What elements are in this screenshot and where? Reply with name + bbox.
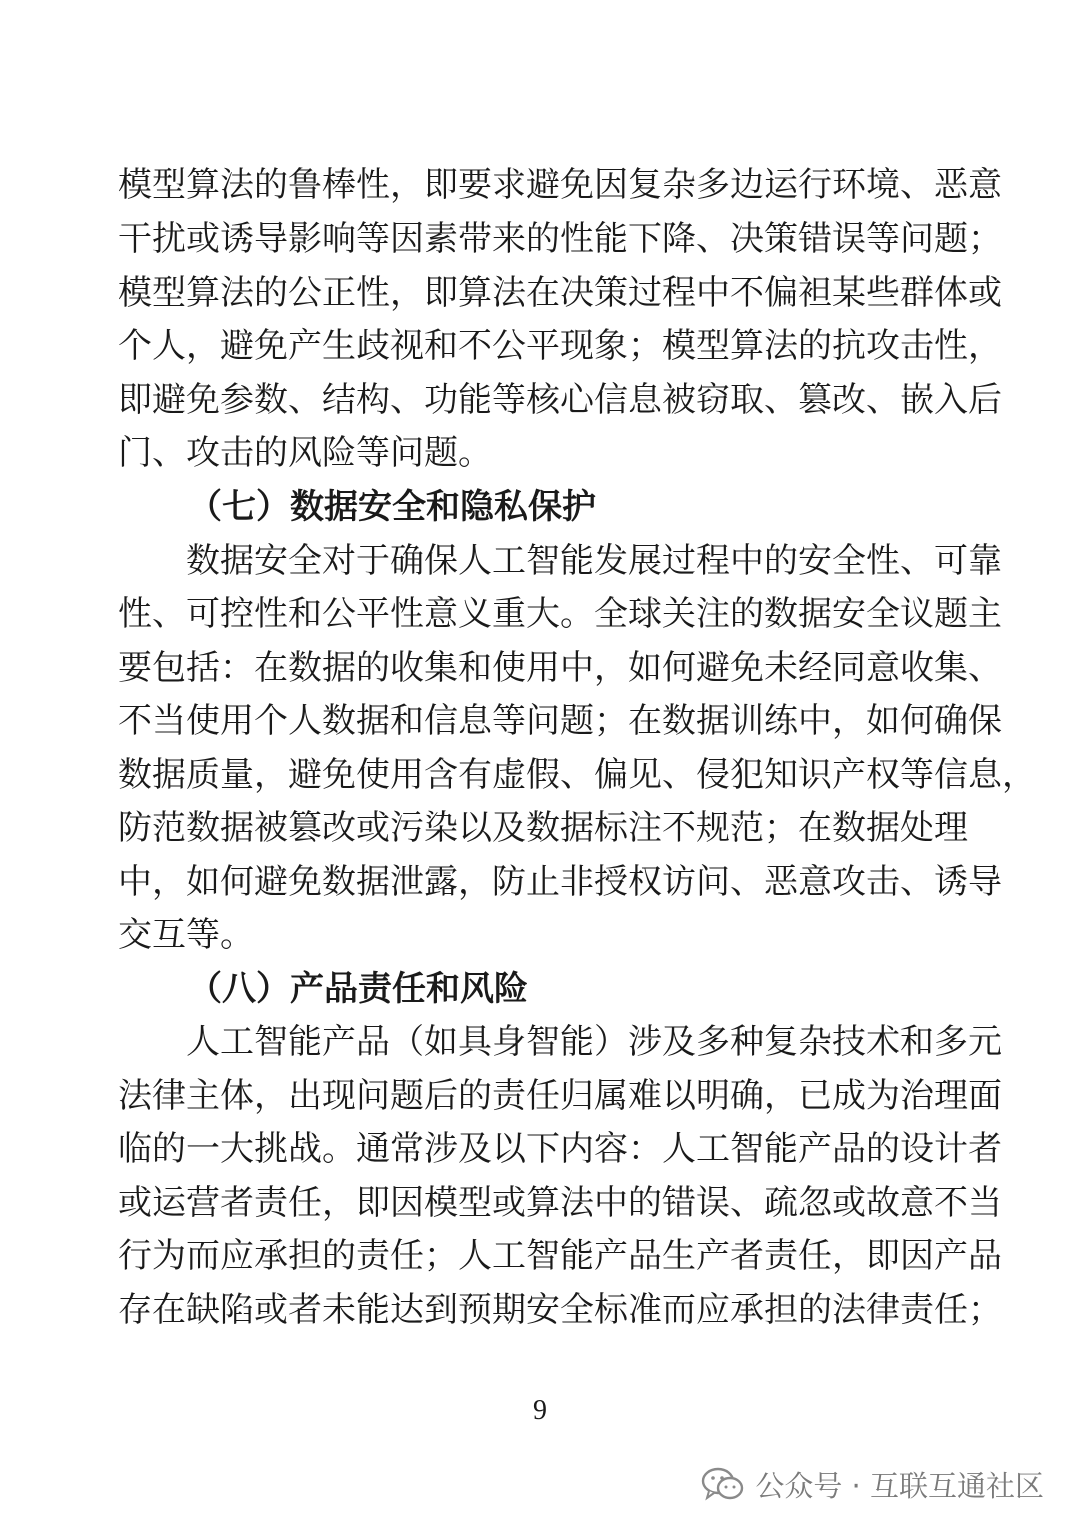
- paragraph-line: 模型算法的鲁棒性，即要求避免因复杂多边运行环境、恶意: [118, 165, 1002, 205]
- paragraph-line: 临的一大挑战。通常涉及以下内容：人工智能产品的设计者: [118, 1129, 1002, 1169]
- paragraph-line: 存在缺陷或者未能达到预期安全标准而应承担的法律责任；: [118, 1290, 1002, 1330]
- paragraph-line: 行为而应承担的责任；人工智能产品生产者责任，即因产品: [118, 1236, 1002, 1276]
- paragraph-line: 法律主体，出现问题后的责任归属难以明确，已成为治理面: [118, 1076, 1002, 1116]
- paragraph-line: 人工智能产品（如具身智能）涉及多种复杂技术和多元: [186, 1022, 1002, 1062]
- section-heading-8: （八）产品责任和风险: [188, 969, 528, 1009]
- paragraph-line: 数据安全对于确保人工智能发展过程中的安全性、可靠: [186, 541, 1002, 581]
- watermark-text: 公众号 · 互联互通社区: [755, 1468, 1044, 1503]
- paragraph-line: 不当使用个人数据和信息等问题；在数据训练中，如何确保: [118, 701, 1002, 741]
- paragraph-line: 防范数据被篡改或污染以及数据标注不规范；在数据处理: [118, 808, 968, 848]
- paragraph-line: 交互等。: [118, 915, 254, 955]
- paragraph-line: 模型算法的公正性，即算法在决策过程中不偏袒某些群体或: [118, 273, 1002, 313]
- paragraph-line: 干扰或诱导影响等因素带来的性能下降、决策错误等问题；: [118, 219, 1002, 259]
- paragraph-line: 或运营者责任，即因模型或算法中的错误、疏忽或故意不当: [118, 1183, 1002, 1223]
- wechat-official-account-icon: [701, 1465, 745, 1503]
- paragraph-line: 即避免参数、结构、功能等核心信息被窃取、篡改、嵌入后: [118, 380, 1002, 420]
- paragraph-line: 数据质量，避免使用含有虚假、偏见、侵犯知识产权等信息，: [118, 755, 1036, 795]
- paragraph-line: 个人，避免产生歧视和不公平现象；模型算法的抗攻击性，: [118, 326, 1002, 366]
- page-number: 9: [533, 1395, 547, 1426]
- paragraph-line: 门、攻击的风险等问题。: [118, 433, 492, 473]
- paragraph-line: 中，如何避免数据泄露，防止非授权访问、恶意攻击、诱导: [118, 862, 1002, 902]
- section-heading-7: （七）数据安全和隐私保护: [188, 487, 596, 527]
- paragraph-line: 要包括：在数据的收集和使用中，如何避免未经同意收集、: [118, 648, 1002, 688]
- paragraph-line: 性、可控性和公平性意义重大。全球关注的数据安全议题主: [118, 594, 1002, 634]
- watermark: [701, 1462, 1044, 1506]
